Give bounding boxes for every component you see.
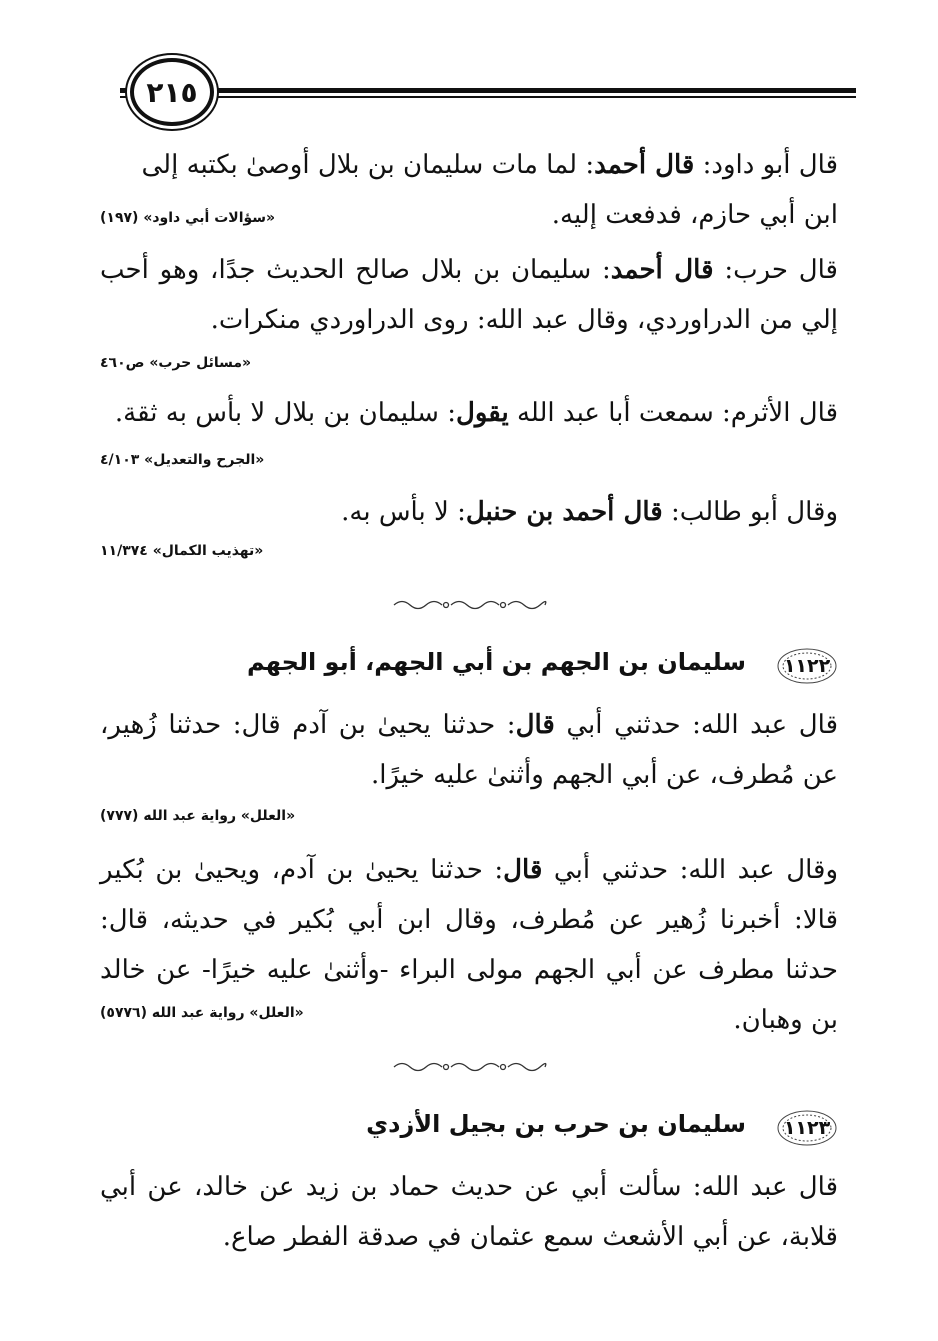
bold-phrase: قال أحمد [610, 255, 714, 285]
source-citation: «مسائل حرب» ص٤٦٠ [100, 355, 252, 371]
paragraph-harb [100, 245, 838, 345]
header-rule-thin [120, 96, 856, 98]
entry-title: سليمان بن الجهم بن أبي الجهم، أبو الجهم [246, 648, 746, 676]
bold-phrase: قال أحمد بن حنبل [465, 497, 663, 527]
section-ornament [389, 1060, 549, 1074]
header-rule-thick [120, 88, 856, 93]
paragraph-text: : حدثنا يحيىٰ بن آدم قال: حدثنا زُهير، عن مُطرف، عن أبي الجهم وأثنىٰ عليه خيرًا. [100, 710, 838, 790]
entry-title: سليمان بن حرب بن بجيل الأزدي [366, 1110, 746, 1138]
source-citation: «الجرح والتعديل» ٤/١٠٣ [100, 452, 265, 468]
paragraph-text: قال عبد الله: حدثني أبي [554, 710, 838, 740]
header-rule [120, 88, 856, 98]
speaker: قال أبو داود: [694, 150, 838, 180]
paragraph-text: : سليمان بن بلال صالح الحديث جدًا، وهو أحب إلي من الدراوردي، وقال عبد الله: روى الدراوردي منكرات. [100, 255, 838, 335]
paragraph-text: : لا بأس به. [341, 497, 466, 527]
paragraph-text: : حدثنا يحيىٰ بن آدم، ويحيىٰ بن بُكير قالا: أخبرنا زُهير عن مُطرف، وقال ابن أبي بُكير في حديثه، قال: حدثنا مطرف عن أبي الجهم مولى البراء -وأثنىٰ عليه خيرًا- عن خالد بن وهبان. [100, 855, 838, 1035]
source-citation: «تهذيب الكمال» ١١/٣٧٤ [100, 543, 264, 559]
source-citation: «سؤالات أبي داود» (١٩٧) [100, 210, 276, 226]
paragraph-text: : سليمان بن بلال لا بأس به ثقة. [114, 398, 456, 428]
entry-heading-1122 [100, 646, 838, 690]
speaker: قال حرب: [713, 255, 838, 285]
paragraph-text: وقال عبد الله: حدثني أبي [542, 855, 838, 885]
entry-heading-1123 [100, 1108, 838, 1152]
speaker: وقال أبو طالب: [662, 497, 838, 527]
bold-phrase: قال [515, 710, 555, 740]
bold-phrase: قال [503, 855, 543, 885]
paragraph-abu-talib [100, 487, 838, 537]
paragraph-1123-a [100, 1162, 838, 1262]
section-ornament [389, 598, 549, 612]
paragraph-text: قال عبد الله: سألت أبي عن حديث حماد بن زيد عن خالد، عن أبي قلابة، عن أبي الأشعث سمع عثمان في صدقة الفطر صاع. [100, 1172, 838, 1252]
bold-phrase: يقول [455, 398, 509, 428]
bold-phrase: قال أحمد [594, 150, 695, 180]
source-citation: «العلل» رواية عبد الله (٧٧٧) [100, 808, 296, 824]
entry-number: ١١٢٢ [783, 655, 831, 677]
speaker: قال الأثرم: سمعت أبا عبد الله [508, 398, 838, 428]
page-number: ٢١٥ [130, 58, 214, 126]
paragraph-abu-dawud-line2: ابن أبي حازم، فدفعت إليه. [551, 200, 838, 230]
paragraph-athram [100, 388, 838, 438]
paragraph-1122-a [100, 700, 838, 800]
source-citation: «العلل» رواية عبد الله (٥٧٧٦) [100, 1005, 304, 1021]
paragraph-abu-dawud [100, 140, 838, 190]
paragraph-text: : لما مات سليمان بن بلال أوصىٰ بكتبه إلى [141, 150, 595, 180]
entry-number: ١١٢٣ [783, 1117, 831, 1139]
